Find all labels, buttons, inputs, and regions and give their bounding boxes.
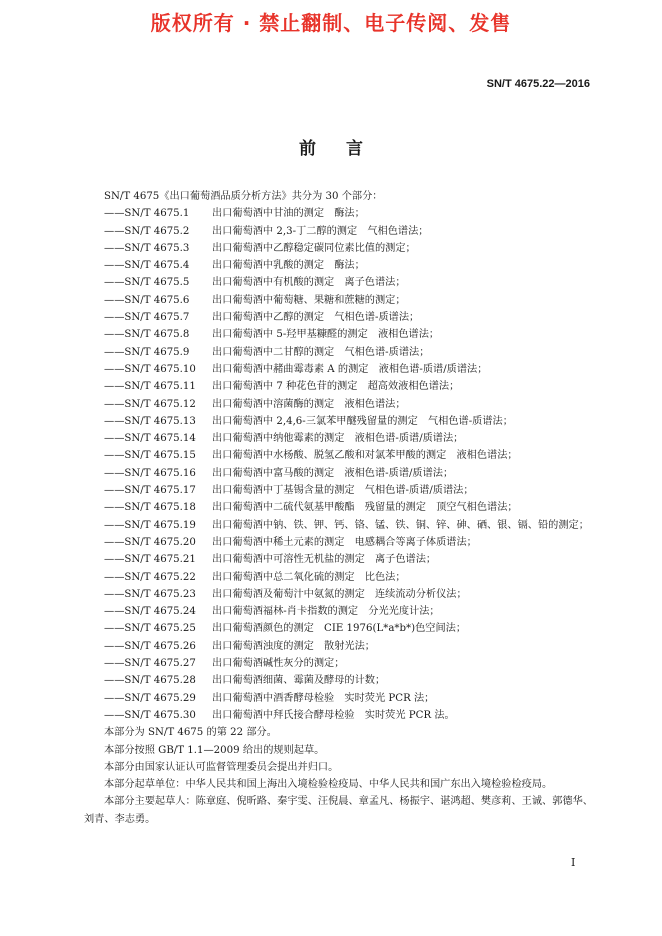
- list-item: [84, 309, 594, 326]
- foreword-paragraph: 本部分由国家认证认可监督管理委员会提出并归口。: [104, 761, 339, 773]
- part-title: 出口葡萄酒细菌、霉菌及酵母的计数；: [212, 675, 386, 687]
- part-code: ——SN/T 4675.23: [104, 588, 196, 600]
- part-title: 出口葡萄酒中二硫代氨基甲酸酯 残留量的测定 顶空气相色谱法；: [212, 502, 518, 514]
- part-title: 出口葡萄酒中甘油的测定 酶法；: [212, 208, 365, 220]
- part-title: 出口葡萄酒中有机酸的测定 离子色谱法；: [212, 277, 406, 289]
- part-title: 出口葡萄酒中溶菌酶的测定 液相色谱法；: [212, 398, 406, 410]
- part-code: ——SN/T 4675.7: [104, 312, 190, 324]
- page-number: I: [571, 856, 576, 869]
- list-item: [84, 551, 594, 568]
- list-item: [84, 707, 594, 724]
- list-item: [84, 517, 594, 534]
- part-code: ——SN/T 4675.17: [104, 485, 196, 497]
- foreword-paragraph: 本部分按照 GB/T 1.1—2009 给出的规则起草。: [104, 744, 325, 756]
- list-item: [84, 586, 594, 603]
- part-code: ——SN/T 4675.2: [104, 225, 190, 237]
- list-item: [84, 534, 594, 551]
- list-item: [84, 274, 594, 291]
- list-item: [84, 205, 594, 222]
- part-title: 出口葡萄酒中酒香酵母检验 实时荧光 PCR 法；: [212, 692, 435, 704]
- list-item: [84, 292, 594, 309]
- foreword-paragraph: 本部分主要起草人：陈章庭、倪昕路、秦宇雯、汪倪晨、章孟凡、杨振宇、谌鸿超、樊彦莉、王诚、郭德华、刘青、李志勇。: [84, 796, 593, 825]
- part-code: ——SN/T 4675.8: [104, 329, 190, 341]
- list-item: [84, 361, 594, 378]
- foreword-paragraph: 本部分起草单位：中华人民共和国上海出入境检验检疫局、中华人民共和国广东出入境检验检疫局。: [104, 779, 553, 791]
- copyright-watermark: 版权所有 · 禁止翻制、电子传阅、发售: [150, 11, 512, 35]
- part-title: 出口葡萄酒颜色的测定 CIE 1976(L*a*b*)色空间法；: [212, 623, 467, 635]
- part-code: ——SN/T 4675.3: [104, 242, 190, 254]
- part-code: ——SN/T 4675.19: [104, 519, 196, 531]
- list-item: [84, 240, 594, 257]
- part-code: ——SN/T 4675.28: [104, 675, 196, 687]
- part-title: 出口葡萄酒中乙醇的测定 气相色谱-质谱法；: [212, 312, 420, 324]
- part-code: ——SN/T 4675.29: [104, 692, 196, 704]
- part-code: ——SN/T 4675.21: [104, 554, 196, 566]
- part-code: ——SN/T 4675.11: [104, 381, 196, 393]
- part-title: 出口葡萄酒中拜氏接合酵母检验 实时荧光 PCR 法。: [212, 709, 455, 721]
- part-title: 出口葡萄酒中乳酸的测定 酶法；: [212, 260, 365, 272]
- part-title: 出口葡萄酒中钠、铁、钾、钙、铬、锰、铁、铜、锌、砷、硒、银、镉、铅的测定；: [212, 519, 589, 531]
- list-item: [84, 655, 594, 672]
- list-item: [84, 672, 594, 689]
- part-code: ——SN/T 4675.5: [104, 277, 190, 289]
- part-code: ——SN/T 4675.20: [104, 536, 196, 548]
- part-title: 出口葡萄酒浊度的测定 散射光法；: [212, 640, 375, 652]
- standard-number: SN/T 4675.22—2016: [486, 78, 590, 90]
- part-title: 出口葡萄酒中 5-羟甲基糠醛的测定 液相色谱法；: [212, 329, 440, 341]
- part-title: 出口葡萄酒中总二氧化硫的测定 比色法；: [212, 571, 406, 583]
- list-item: [84, 690, 594, 707]
- list-item: [84, 620, 594, 637]
- page-title: 前言: [299, 139, 393, 159]
- part-title: 出口葡萄酒中可溶性无机盐的测定 离子色谱法；: [212, 554, 437, 566]
- part-code: ——SN/T 4675.10: [104, 363, 196, 375]
- part-title: 出口葡萄酒中纳他霉素的测定 液相色谱-质谱/质谱法；: [212, 433, 464, 445]
- part-title: 出口葡萄酒中 2,3-丁二醇的测定 气相色谱法；: [212, 225, 429, 237]
- intro-paragraph: SN/T 4675《出口葡萄酒品质分析方法》共分为 30 个部分：: [104, 191, 383, 202]
- part-title: 出口葡萄酒中赭曲霉毒素 A 的测定 液相色谱-质谱/质谱法；: [212, 363, 488, 375]
- part-code: ——SN/T 4675.22: [104, 571, 196, 583]
- part-code: ——SN/T 4675.16: [104, 467, 196, 479]
- part-title: 出口葡萄酒中稀土元素的测定 电感耦合等离子体质谱法；: [212, 536, 477, 548]
- part-title: 出口葡萄酒中富马酸的测定 液相色谱-质谱/质谱法；: [212, 467, 454, 479]
- list-item: [84, 223, 594, 240]
- part-code: ——SN/T 4675.1: [104, 208, 190, 220]
- part-code: ——SN/T 4675.4: [104, 260, 190, 272]
- list-item: [84, 430, 594, 447]
- part-title: 出口葡萄酒福林-肖卡指数的测定 分光光度计法；: [212, 606, 440, 618]
- foreword-content: [84, 188, 594, 828]
- list-item: [84, 569, 594, 586]
- part-title: 出口葡萄酒中水杨酸、脱氢乙酸和对氯苯甲酸的测定 液相色谱法；: [212, 450, 518, 462]
- list-item: [84, 465, 594, 482]
- part-title: 出口葡萄酒中 2,4,6-三氯苯甲醚残留量的测定 气相色谱-质谱法；: [212, 415, 513, 427]
- list-item: [84, 603, 594, 620]
- part-code: ——SN/T 4675.25: [104, 623, 196, 635]
- foreword-paragraph: 本部分为 SN/T 4675 的第 22 部分。: [104, 727, 277, 739]
- part-code: ——SN/T 4675.9: [104, 346, 190, 358]
- list-item: [84, 447, 594, 464]
- list-item: [84, 378, 594, 395]
- part-code: ——SN/T 4675.26: [104, 640, 196, 652]
- part-code: ——SN/T 4675.13: [104, 415, 196, 427]
- list-item: [84, 413, 594, 430]
- part-code: ——SN/T 4675.27: [104, 658, 196, 670]
- parts-list: [84, 205, 594, 724]
- part-title: 出口葡萄酒及葡萄汁中氨氮的测定 连续流动分析仪法；: [212, 588, 467, 600]
- list-item: [84, 499, 594, 516]
- part-title: 出口葡萄酒中 7 种花色苷的测定 超高效液相色谱法；: [212, 381, 460, 393]
- part-code: ——SN/T 4675.30: [104, 709, 196, 721]
- list-item: [84, 638, 594, 655]
- part-title: 出口葡萄酒中二甘醇的测定 气相色谱-质谱法；: [212, 346, 430, 358]
- part-code: ——SN/T 4675.15: [104, 450, 196, 462]
- part-title: 出口葡萄酒中葡萄糖、果糖和蔗糖的测定；: [212, 294, 406, 306]
- list-item: [84, 257, 594, 274]
- part-code: ——SN/T 4675.6: [104, 294, 190, 306]
- part-code: ——SN/T 4675.24: [104, 606, 196, 618]
- list-item: [84, 344, 594, 361]
- part-code: ——SN/T 4675.12: [104, 398, 196, 410]
- list-item: [84, 326, 594, 343]
- list-item: [84, 396, 594, 413]
- part-title: 出口葡萄酒中丁基锡含量的测定 气相色谱-质谱/质谱法；: [212, 485, 474, 497]
- list-item: [84, 482, 594, 499]
- part-title: 出口葡萄酒碱性灰分的测定；: [212, 658, 345, 670]
- part-code: ——SN/T 4675.18: [104, 502, 196, 514]
- part-title: 出口葡萄酒中乙醇稳定碳同位素比值的测定；: [212, 242, 416, 254]
- part-code: ——SN/T 4675.14: [104, 433, 196, 445]
